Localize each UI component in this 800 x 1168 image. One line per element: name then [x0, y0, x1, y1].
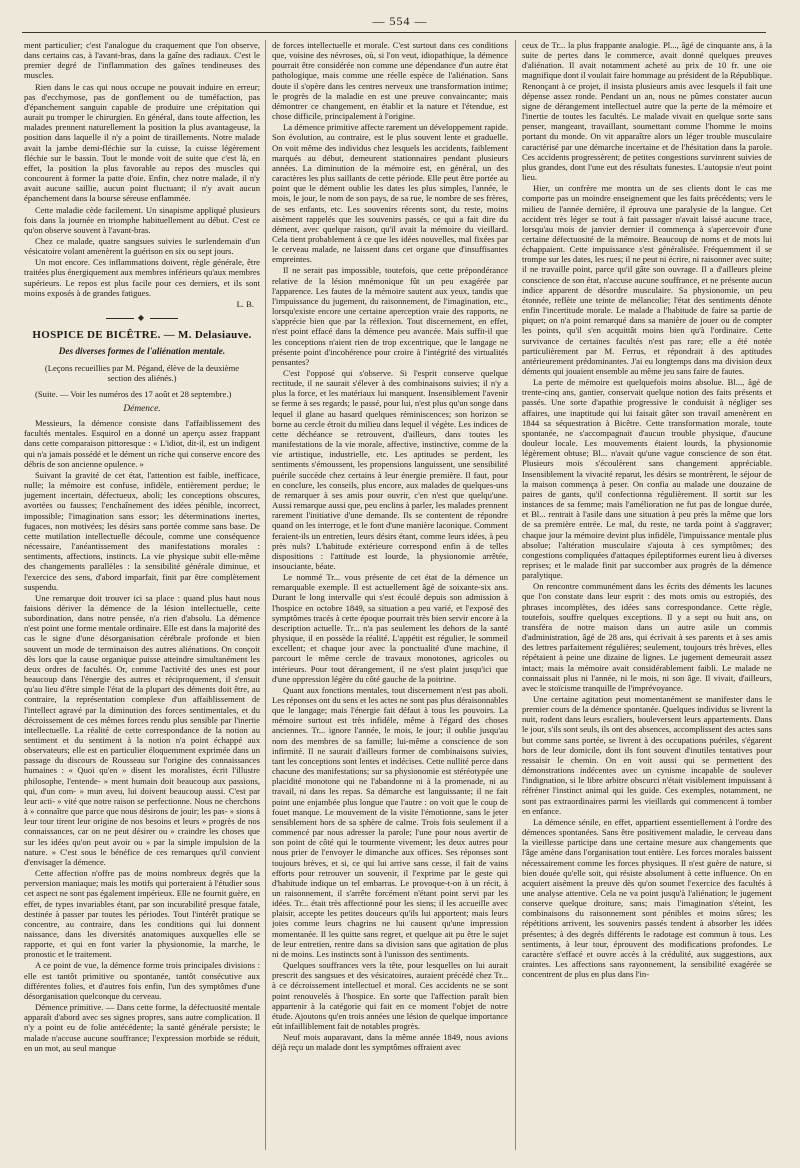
text-column-3: [522, 40, 772, 1158]
text-column-1: [24, 40, 260, 1158]
section-subtitle: Des diverses formes de l'aliénation mentale.: [58, 346, 226, 357]
paragraph: Rien dans le cas qui nous occupe ne pouvait induire en erreur; pas d'ecchymose, pas de gonflement ou de tuméfaction, pas d'épanchement sanguin capable de produire une crépitation qui aurait pu tromper le chirurgien. En général, dans toute affection, les malades prennent naturellement la position la plus avantageuse, la position dans laquelle il n'y a point de tiraillements. Notre malade avait la jambe demi-fléchie sur la cuisse, la cuisse légèrement fléchie sur le bassin. Tout le monde voit de suite que c'est là, en effet, la position la plus favorable au repos des muscles qui concourent à former la patte d'oie. Enfin, chez notre malade, il n'y avait aucune saillie, aucun point fluctuant; il n'y avait aucun épanchement dans la bourse séreuse enflammée.: [24, 81, 260, 204]
paragraph: A ce point de vue, la démence forme trois principales divisions : elle est tantôt primitive ou spontanée, tantôt consécutive aux différentes folies, et d'autres fois enfin, l'un des symptômes d'une désorganisation quelconque du cerveau.: [24, 960, 260, 1001]
column-divider-2: [515, 40, 516, 1150]
paragraph: Il ne serait pas impossible, toutefois, que cette prépondérance relative de la lésion mnémonique fût un peu exagérée par l'apparence. Les fautes de la mémoire sautent aux yeux, tandis que l'impuissance du jugement, du raisonnement, de l'imagination, etc., lorsqu'existe encore une certaine aperception vraie des rapports, ne s'apprécie bien que par la réflexion. Tout discernement, en effet, n'est point effacé dans la démence peu avancée. Mais suffit-il que les conceptions n'aient rien de trop excentrique, que le langage ne présente point d'incohérence pour croire à l'intégrité des virtualités pensantes?: [272, 265, 508, 367]
subheading: Démence.: [123, 404, 161, 414]
paragraph: La démence primitive affecte rarement un développement rapide. Son évolution, au contraire, est le plus souvent lente et graduelle. On voit même des individus chez lesquels les accidents, faiblement marqués au début, demeurent stationnaires pendant plusieurs années. La diminution de la mémoire est, en général, un des caractères les plus saillants de cette période. Elle peut être portée au point que le dément oublie les dates les plus simples, l'année, le mois, le jour, le nom de son pays, de sa rue, le nombre de ses frères, de ses enfants, etc. Les souvenirs récents sont, du reste, moins aisément rappelés que les souvenirs passés, ce qui a fait dire du dément, avec quelque raison, qu'il avait la mémoire du vieillard. Cela tient probablement à ce que les idées nouvelles, mal fixées par le cerveau malade, ne laissent dans cet organe que d'insuffisantes empreintes.: [272, 122, 508, 265]
continuation-note: (Suite. — Voir les numéros des 17 août et 28 septembre.): [35, 388, 232, 399]
author-signature: L. B.: [236, 298, 254, 309]
paragraph: Cette maladie cède facilement. Un sinapisme appliqué plusieurs fois dans la journée en triomphe habituellement au début. C'est ce qu'on observe souvent à l'avant-bras.: [24, 204, 260, 235]
paragraph: Messieurs, la démence consiste dans l'affaiblissement des facultés mentales. Esquirol en a donné un aperçu assez frappant dans cette comparaison pittoresque : « L'idiot, dit-il, est un indigent qui n'a jamais possédé et le dément un riche qui conserve encore des débris de son ancienne opulence. »: [24, 418, 260, 469]
paragraph: Chez ce malade, quatre sangsues suivies le surlendemain d'un vésicatoire volant amenèrent la guérison en six ou sept jours.: [24, 235, 260, 257]
paragraph: Suivant la gravité de cet état, l'attention est faible, inefficace, nulle; la mémoire est confuse, infidèle, entièrement perdue; le jugement incertain, défectueux, aboli; les conceptions obscures, avortées ou fausses; l'enchaînement des idées pénible, incorrect, impossible; l'imagination sans essor; les déterminations inertes, fugaces, non motivées; les désirs sans portée comme sans base. De cette mutilation intellectuelle découle, comme une conséquence nécessaire, l'anéantissement des manifestations morales : sentiments, affections, instincts. La vie physique subit elle-même des changements parallèles : la sensibilité générale diminue, et l'exercice des sens, d'abord imparfait, finit par être complètement suspendu.: [24, 469, 260, 592]
paragraph: Quant aux fonctions mentales, tout discernement n'est pas aboli. Les réponses ont du sens et les actes ne sont pas plus déraisonnables que le langage; mais l'énergie fait défaut à tous les pouvoirs. La mémoire surtout est très infidèle, même à l'égard des choses anciennes. Tr... ignore l'année, le mois, le jour; il oublie jusqu'au nom des membres de sa famille; lui-même a conscience de son infirmité. Il ne saurait d'ailleurs former de combinaisons suivies, tant les conceptions sont lentes et indécises. Cette nullité perce dans chacune des manifestations; sur sa physionomie est stéréotypée une placidité monotone qui ne l'abandonne ni à la promenade, ni au travail, ni dans les repas. Sa démarche est languissante; il ne fait point une enjambée plus longue que l'autre : on voit que le coup de fouet manque. Le mouvement de la visite l'émotionne, sans le jeter sensiblement hors de sa sphère de calme. Trois fois seulement il a commencé par nous adresser la parole; l'une pour nous avertir de son point de côté qui le tourmente vivement; les deux autres pour nous prier de l'envoyer le dimanche aux offices. Ses réponses sont toujours brèves, et si, ce qui lui arrive sans cesse, il fait de vains efforts pour retrouver un souvenir, il l'exprime par le geste qui d'habitude indique un tel embarras. Le provoque-t-on à un récit, à un raisonnement, il s'arrête forcément n'étant point servi par les idées. Tr... était très affectionné pour les siens; il les accueille avec plaisir, accepte les petites douceurs qu'ils lui apportent; mais leurs joies comme leurs chagrins ne lui causent qu'une impression momentanée. Il les quitte sans regret, et quelque ait pu être le sujet de leur entretien, rentre dans sa division sans que agitation de plus ni de moins. Les instincts sont à l'unisson des sentiments.: [272, 684, 508, 959]
paragraph: Quelques souffrances vers la tête, pour lesquelles on lui aurait prescrit des sangsues et des vésicatoires, auraient précédé chez Tr... à ce décroissement intellectuel et moral. Ces accidents ne se sont point renouvelés à l'hospice. En sorte que l'affection paraît bien appartenir à la catégorie qui fait en ce moment l'objet de notre étude. Ajoutons qu'en trois années une lésion de quelque importance eût infailliblement fait de notables progrès.: [272, 960, 508, 1031]
paragraph: Cette affection n'offre pas de moins nombreux degrés que la perversion maniaque; mais les motifs qui porteraient à l'étudier sous cet aspect ne sont pas également impérieux. Elle ne fournit guère, en effet, de types invariables étant, par son incurabilité presque fatale, destinée à passer par toutes les périodes. Tout l'intérêt pratique se concentre, au contraire, dans les conditions qui lui donnent naissance, dans les diversités anatomiques auxquelles elle se rapporte, et qui en font varier la physionomie, la marche, le pronostic et le traitement.: [24, 868, 260, 960]
paragraph: C'est l'opposé qui s'observe. Si l'esprit conserve quelque rectitude, il ne saurait s'élever à des combinaisons suivies; il n'y a plus la force, et les matériaux lui manquent. Insensiblement l'avenir se ferme à ses regards; le passé, pour lui, n'est plus qu'un songe dans lequel il glane au hasard quelques réminiscences; son horizon se borne au cercle étroit du milieu dans lequel il végète. Les indices de cette déchéance se retrouvent, d'ailleurs, dans toutes les manifestations de la vie morale, affective, instinctive, comme de la vie artistique, industrielle, etc. Les aptitudes se perdent, les sentiments s'émoussent, les propensions languissent, une sensibilité puérile succède chez certains à leur énergie première. Il faut, pour en conclure, les conseils, plus encore, aux malades de quelques-uns de remarquer à ses amis pour ouvrir, c'en n'est que quelqu'une. Aussi remarque aussi que, peu enclins à parler, les malades prennent rarement l'initiative d'une demande. Ils se contentent de répondre quand on les interroge, et le font d'une manière laconique. Comment feraient-ils un entretien, leurs désirs étant, comme leurs idées, à peu près nuls? L'habitude extérieure correspond enfin à de telles dispositions : l'attitude est lourde, la physionomie arrêtée, insouciante, béate.: [272, 368, 508, 571]
paragraph: Le nommé Tr... vous présente de cet état de la démence un remarquable exemple. Il est actuellement âgé de soixante-six ans. Durant le long intervalle qui s'est écoulé depuis son admission à l'hospice en octobre 1849, sa situation a peu varié, et l'exposé des symptômes tracés à cette époque pourrait très bien servir encore à la description actuelle. Tr... n'a pas seulement les dehors de la santé physique, il en possède la réalité. L'appétit est régulier, le sommeil excellent; et chaque jour avec la ponctualité d'une machine, il parcourt le même cercle de travaux monotones, agricoles ou intérieurs. Pour tout dérangement, il ne s'est plaint jusqu'ici que d'une oppression légère du côté gauche de la poitrine.: [272, 572, 508, 684]
paragraph: La démence sénile, en effet, appartient essentiellement à l'ordre des démences spontanées. Sans être positivement maladie, le cerveau dans la vieillesse participe dans une certaine mesure aux changements que l'âge amène dans l'organisation tout entière. Les forces morales baissent nécessairement comme les forces physiques. Il n'est guère de nature, si bien douée qu'elle soit, qui résiste absolument à cette influence. On en acquiert aisément la preuve dès qu'on soumet l'exercice des facultés à une analyse attentive. Cela ne va point jusqu'à l'aliénation; le jugement conserve quelque droiture, sans; mais l'imagination s'éteint, les combinaisons du raisonnement sont pénibles et moins sûres; les répétitions arrivent, les souvenirs passés tendent à absorber les idées présentes; à des degrés différents le radotage est commun à tous. Les sentiments, à leur tour, éprouvent des modifications profondes. Le caractère s'effacé et ouvre accès à la crédulité, aux suggestions, aux craintes. Les affections sans rayonnement, la sensibilité exagérée se concentrent de plus en plus dans l'in-: [522, 816, 772, 980]
paragraph: Démence primitive. — Dans cette forme, la défectuosité mentale apparaît d'abord avec ses signes propres, sans autre complication. Il n'y a point eu de folie antécédente; la santé générale persiste; le malade n'accuse aucune souffrance; l'expression morbide se réduit, en un mot, au seul manque: [24, 1002, 260, 1053]
paragraph: ceux de Tr... la plus frappante analogie. Pl..., âgé de cinquante ans, à la suite de pertes dans le commerce, avait donné quelques preuves d'aliénation. Il avait notamment acheté au prix de 10 fr. une oie magnifique dont il voulait faire hommage au président de la République. Renonçant à ce projet, il insista plusieurs amis avec lesquels il fait une dépense assez ronde. Pendant un an, nous ne pûmes constater aucun signe de dérangement intellectuel autre que la perte de la mémoire et l'inertie de toutes les facultés. Le malade vivait en quelque sorte sans penser, mangeant, travaillant, soumettant comme l'homme le moins portant du monde. On vit apparaître alors un léger trouble musculaire caractérisé par une démarche incertaine et de l'hésitation dans la parole. Ces accidents progressèrent; de petites congestions survinrent suivies de plus grandes, dont l'une eut des résultats funestes. L'autopsie n'eut point lieu.: [522, 40, 772, 183]
paragraph: ment particulier; c'est l'analogue du craquement que l'on observe, dans certains cas, à l'avant-bras, dans la gaîne des radiaux. C'est le premier degré de l'inflammation des gaînes tendineuses des muscles.: [24, 40, 260, 81]
paragraph: Un mot encore. Ces inflammations doivent, règle générale, être traitées plus énergiquement aux membres inférieurs qu'aux membres supérieurs. Le repos est plus facile pour ces derniers, et ils sont moins exposés à de grandes fatigues.: [24, 257, 260, 298]
paragraph: Une remarque doit trouver ici sa place : quand plus haut nous faisions dériver la démence de la lésion intellectuelle, cette subordination, dans notre pensée, n'a rien d'absolu. La démence n'est point une forme mentale ordinaire. Elle est dans la majorité des cas le signe d'une désorganisation cérébrale profonde et bien souvent un mode de terminaison des autres aliénations. On conçoit dès lors que la cause organique puisse atteindre simultanément les deux ordres de facultés. Or, comme l'activité des unes est pour beaucoup dans l'énergie des autres et réciproquement, il s'ensuit qu'au lieu d'être simple l'état de la plupart des déments doit être, au contraire, la représentation complexe d'un affaiblissement de l'intellect agravé par la diminution des forces sentimentales, et du décroissement de ces mêmes forces rendu plus sensible par l'inertie intellectuelle. La réalité de cette correspondance de la notion au sentiment et du sentiment à la notion n'a point échappé aux observateurs; elle est en particulier éloquemment exprimée dans un passage du discours de Rousseau sur l'origine des connaissances humaines : « Quoi qu'en » disent les moralistes, écrit l'illustre philosophe, l'entende- » ment humain doit beaucoup aux passions, qui, d'un com- » mun aveu, lui doivent beaucoup aussi. C'est par leur acti- » vité que notre raison se perfectionne. Nous ne cherchons à » connaître que parce que nous désirons de jouir; les pas- » sions à leur tour tirent leur origine de nos besoins et leurs » progrès de nos connaissances, car on ne peut désirer ou » craindre les choses que sur les idées qu'on peut avoir ou » par la simple impulsion de la nature. » C'est sous le bénéfice de ces remarques qu'il convient d'envisager la démence.: [24, 592, 260, 867]
paragraph: La perte de mémoire est quelquefois moins absolue. Bl..., âgé de trente-cinq ans, gantier, conservait quelque notion des faits présents et passés. Une sorte d'apathie progressive le conduisit à négliger ses affaires, une inaptitude qui lui faisait gâter son travail amenèrent en 1844 sa séquestration à Bicêtre. Cette transformation morale, toute spontanée, ne s'accompagnait d'aucun trouble physique, d'aucune douleur locale. Les mouvements étaient lourds, la physionomie légèrement obtuse; Bl... n'avait qu'une vague conscience de son état. Plusieurs mois s'écoulèrent sans changement appréciable. Insensiblement la vivacité reparut, les désirs se montrèrent, le séjour de la maison commença à peser. On confia au malade une douzaine de paires de gants, qu'il confectionna régulièrement. Il sortit sur les instances de sa femme; mais l'amélioration ne fut pas de longue durée, et Bl... rentrait à l'asile dans une situation à peu près la même que lors de sa première entrée. Le mal, du reste, ne tarda point à s'aggraver; chaque jour la mémoire devint plus infidèle, l'impuissance mentale plus absolue; l'altération musculaire s'ajouta à ces symptômes; des congestions compliquées d'attaques épileptiformes eurent lieu à diverses reprises; et le malade finit par succomber aux progrès de la démence paralytique.: [522, 377, 772, 581]
paragraph: Une certaine agitation peut momentanément se manifester dans le premier cours de la démence spontanée. Quelques individus se livrent la nuit, rodent dans leurs escaliers, bouleversent leurs appartements. Dans le jour, s'ils sont seuls, ils ont des absences, accomplissent des actes sans but comme sans portée, se livrent à des occupations puériles, s'égarent hors de leur domicile, dont ils font souvent d'inutiles tentatives pour ressaisir le chemin. On en voit aussi qui se permettent des démonstrations indécentes avec un cynisme incapable de soulever l'indignation, si le libre arbitre obscurci n'était visiblement impuissant à réfréner l'instinct animal qui les guide. Ces exemples, notamment, ne sont pas extraordinaires parmi les vieillards qui commencent à tomber en enfance.: [522, 694, 772, 816]
page-number: — 554 —: [372, 14, 428, 28]
paragraph: On rencontre communément dans les écrits des déments les lacunes que l'on constate dans leur esprit : des mots omis ou estropiés, des phrases incomplètes, des idées sans correspondance. Cette règle, toutefois, souffre quelques exceptions. Il y a sept ou huit ans, on transféra de notre maison dans un autre asile un commis d'administration, âgé de 28 ans, qui écrivait à ses parents et à ses amis des lettres parfaitement régulières; seulement, toujours très brèves, elles répétaient à peine une dizaine de lignes. Le jugement demeurait assez intact; mais la mémoire avait considérablement faibli. Le malade ne connaissait plus ni l'année, ni le mois, ni son âge. Il vivait, d'ailleurs, avec le stoïcisme tranquille de l'imprévoyance.: [522, 581, 772, 693]
text-column-2: [272, 40, 508, 1158]
section-ornament: ◆: [24, 313, 260, 323]
column-divider-1: [265, 40, 266, 1150]
header-rule: [22, 32, 766, 33]
paragraph: Hier, un confrère me montra un de ses clients dont le cas me comporte pas un moindre enseignement que les faits précédents; vers le milieu de l'année dernière, il éprouva une paralysie de la langue. Cet accident très léger se tout à fait passager n'avait laissé aucune trace, lorsqu'au mois de janvier dernier il commença à s'apercevoir d'une certaine défectuosité de la mémoire. Beaucoup de noms et de mots lui échappaient. Cette impuissance s'est généralisée. Fréquemment il se trompe sur les dates, les rues; il ne peut ni écrire, ni raisonner avec suite; il ne travaille point, parce qu'il gâte son ouvrage. Il a d'ailleurs pleine conscience de son état, n'accuse aucune souffrance, et ne présente aucun indice apparent de désordre musculaire. Sa physionomie, un peu étonnée, reflète une teinte de mélancolie; l'état des sentiments dénote enfin l'incertitude morale. Le malade a l'habitude de faire sa partie de piquet; on n'a point remarqué dans sa manière de jouer ou de compter les points, qu'il s'en acquittât moins bien qu'à l'ordinaire. Cette survivance de certaines facultés n'est pas rare; elle a été notée particulièrement par M. Ferrus, et répondrait à des aptitudes antérieurement prédominantes. J'ai eu longtemps dans ma division deux déments qui jouaient ensemble au même jeu sans faire de fautes.: [522, 183, 772, 376]
paragraph: de forces intellectuelle et morale. C'est surtout dans ces conditions que, voisine des névroses, où, si l'on veut, idiopathique, la démence pourrait être considérée non comme une dépendance d'un autre état pathologique, mais comme une réelle espèce de l'aliénation. Sans doute il s'opère dans les centres nerveux une transformation intime; le progrès de la maladie en est une preuve convaincante; mais démontrer ce changement, en établir et la nature et l'étendue, est chose difficile, principalement à l'origine.: [272, 40, 508, 122]
paragraph: Neuf mois auparavant, dans la même année 1849, nous avions déjà reçu un malade dont les symptômes offraient avec: [272, 1032, 508, 1053]
section-title: HOSPICE DE BICÊTRE. — M. Delasiauve.: [32, 329, 252, 342]
lecture-note: (Leçons recueillies par M. Pégand, élève de la deuxième section des aliénés.): [44, 362, 240, 383]
